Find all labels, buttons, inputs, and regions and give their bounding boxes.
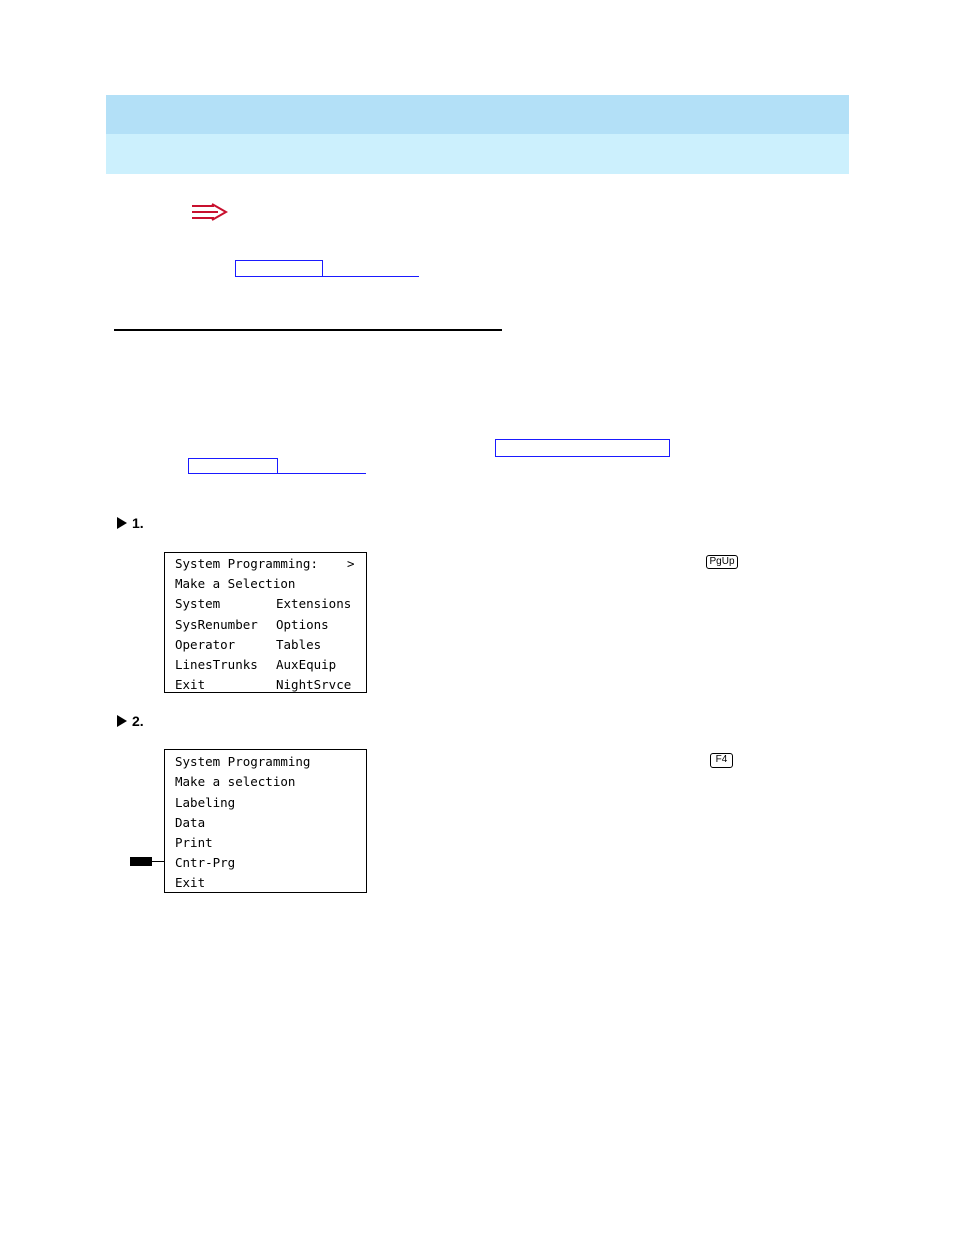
screen-title-arrow[interactable]: >: [347, 556, 355, 571]
menu-option-operator[interactable]: Operator: [175, 637, 236, 652]
menu-option-cntr-prg[interactable]: Cntr-Prg: [175, 855, 236, 870]
triangle-right-icon: [117, 715, 127, 727]
menu-option-tables[interactable]: Tables: [276, 637, 322, 652]
screen-title: System Programming: [175, 754, 311, 769]
menu-option-auxequip[interactable]: AuxEquip: [276, 657, 337, 672]
menu-option-linestrunks[interactable]: LinesTrunks: [175, 657, 258, 672]
note-arrow-icon: [190, 203, 228, 221]
step-1-marker: [117, 515, 144, 531]
link-underline-1[interactable]: [323, 276, 419, 277]
menu-option-exit[interactable]: Exit: [175, 677, 206, 692]
menu-option-data[interactable]: Data: [175, 815, 206, 830]
link-box-1[interactable]: [235, 260, 323, 277]
display-screen-system-programming: [164, 552, 367, 693]
menu-option-extensions[interactable]: Extensions: [276, 596, 352, 611]
step-2-marker: [117, 713, 144, 729]
menu-option-labeling[interactable]: Labeling: [175, 795, 236, 810]
header-band-bottom: [106, 134, 849, 174]
display-screen-system-programming-more: [164, 749, 367, 893]
link-box-2[interactable]: [495, 439, 670, 457]
link-underline-3[interactable]: [278, 473, 366, 474]
menu-option-exit[interactable]: Exit: [175, 875, 206, 890]
f4-key[interactable]: F4: [710, 753, 733, 768]
pointer-leader-line: [152, 861, 164, 862]
link-box-3[interactable]: [188, 458, 278, 474]
section-divider: [114, 329, 502, 331]
menu-option-print[interactable]: Print: [175, 835, 213, 850]
screen-subtitle: Make a Selection: [175, 576, 296, 591]
pointer-arrow-icon: [130, 857, 152, 866]
pgup-key[interactable]: PgUp: [706, 555, 738, 569]
menu-option-nightsrvce[interactable]: NightSrvce: [276, 677, 352, 692]
triangle-right-icon: [117, 517, 127, 529]
screen-title: System Programming:: [175, 556, 318, 571]
step-number: 2.: [132, 713, 144, 729]
menu-option-system[interactable]: System: [175, 596, 221, 611]
step-number: 1.: [132, 515, 144, 531]
screen-subtitle: Make a selection: [175, 774, 296, 789]
menu-option-options[interactable]: Options: [276, 617, 329, 632]
menu-option-sysrenumber[interactable]: SysRenumber: [175, 617, 258, 632]
header-band-top: [106, 95, 849, 134]
